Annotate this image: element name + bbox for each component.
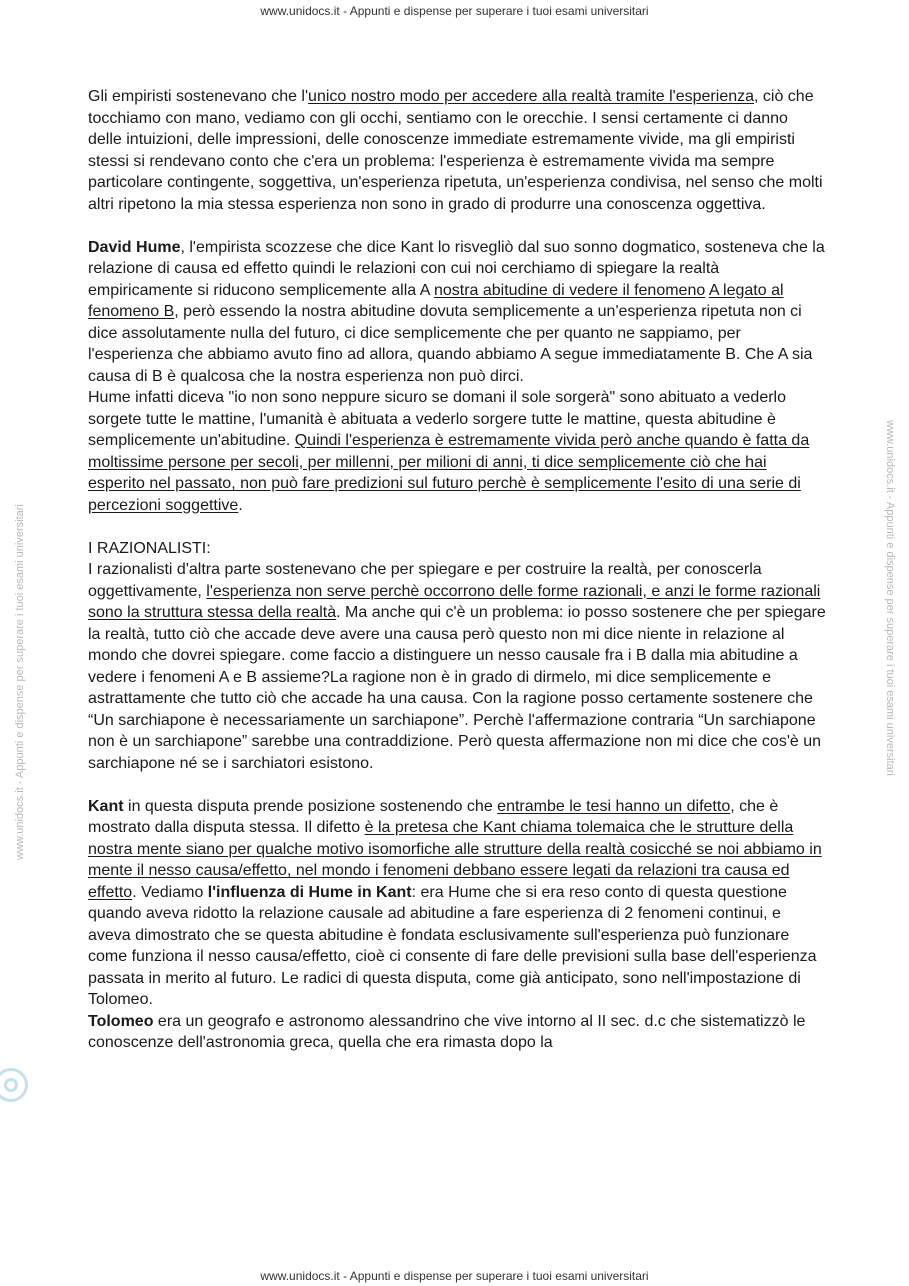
paragraph-kant: Kant in questa disputa prende posizione sostenendo che entrambe le tesi hanno un difetto, che è mostrato dalla disputa stessa. Il difetto è la pretesa che Kant chiama tolemaica che le strutture della nostra mente siano per qualche motivo isomorfiche alle strutture della realtà cosicché se noi abbiamo in mente il nesso causa/effetto, nel mondo i fenomeni debbano essere legati da relazioni tra causa ed effetto. Vediamo l'influenza di Hume in Kant: era Hume che si era reso conto di questa questione quando aveva ridotto la relazione causale ad abitudine a fare esperienza di 2 fenomeni continui, e aveva dimostrato che se questa abitudine è fondata esclusivamente sull'esperienza può funzionare come funziona il nesso causa/effetto, cioè ci consente di fare delle previsioni sulla base dell'esperienza passata in merito al futuro. Le radici di questa disputa, come già anticipato, sono nell'impostazione di Tolomeo. [88,797,822,1008]
unidocs-logo-icon [0,1068,28,1102]
paragraph-hume-sole: Hume infatti diceva "io non sono neppure sicuro se domani il sole sorgerà" sono abituato a vederlo sorgete tutte le mattine, l'umanità è abituata a vederlo sorgere tutte le mattine, questa abitudine è semplicemente un'abitudine. Quindi l'esperienza è estremamente vivida però anche quando è fatta da moltissime persone per secoli, per millenni, per milioni di anni, ti dice semplicemente ciò che hai esperito nel passato, non può fare predizioni sul futuro perchè è semplicemente l'esito di una serie di percezioni soggettive. [88,389,810,514]
paragraph-hume: David Hume, l'empirista scozzese che dice Kant lo risvegliò dal suo sonno dogmatico, sosteneva che la relazione di causa ed effetto quindi le relazioni con cui noi cerchiamo di spiegare la realtà empiricamente si riducono semplicemente alla A nostra abitudine di vedere il fenomeno A legato al fenomeno B, però essendo la nostra abitudine dovuta semplicemente a un'esperienza ripetuta non ci dice assolutamente nulla del futuro, ci dice semplicemente che per quanto ne sappiamo, per l'esperienza che abbiamo avuto fino ad allora, quando abbiamo A segue immediatamente B. Che A sia causa di B è qualcosa che la nostra esperienza non può dirci. [88,238,825,385]
heading-razionalisti: I RAZIONALISTI: [88,539,211,557]
paragraph-razionalisti: I razionalisti d'altra parte sostenevano che per spiegare e per costruire la realtà, per conoscerla oggettivamente, l'esperienza non serve perchè occorrono delle forme razionali, e anzi le forme razionali sono la struttura stessa della realtà. Ma anche qui c'è un problema: io posso sostenere che per spiegare la realtà, tutto ciò che accade deve avere una causa però questo non mi dice niente in relazione al mondo che dovrei spiegare. come faccio a distinguere un nesso causale fra i B dalla mia abitudine a vedere i fenomeni A e B assieme?La ragione non è in grado di dirmelo, mi dice semplicemente e astrattamente che tutto ciò che accade ha una causa. Con la ragione posso certamente sostenere che “Un sarchiapone è necessariamente un sarchiapone”. Perchè l'affermazione contraria “Un sarchiapone non è un sarchiapone” sarebbe una contraddizione. Però questa affermazione non mi dice che cos'è un sarchiapone né se i sarchiatori esistono. [88,561,826,772]
side-watermark-left: www.unidocs.it - Appunti e dispense per superare i tuoi esami universitari [14,504,26,860]
page-header-watermark: www.unidocs.it - Appunti e dispense per superare i tuoi esami universitari [260,4,649,18]
paragraph-empiristi: Gli empiristi sostenevano che l'unico nostro modo per accedere alla realtà tramite l'esperienza, ciò che tocchiamo con mano, vediamo con gli occhi, sentiamo con le orecchie. I sensi certamente ci danno delle intuizioni, delle impressioni, delle conoscenze immediate estremamente vivide, ma gli empiristi stessi si rendevano conto che c'era un problema: l'esperienza è estremamente vivida ma sempre particolare contingente, soggettiva, un'esperienza ripetuta, un'esperienza condivisa, nel senso che molti altri ripetono la mia stessa esperienza non sono in grado di produrre una conoscenza oggettiva. [88,88,823,213]
side-watermark-right: www.unidocs.it - Appunti e dispense per superare i tuoi esami universitari [884,420,896,776]
paragraph-tolomeo: Tolomeo era un geografo e astronomo alessandrino che vive intorno al II sec. d.c che sistematizzò le conoscenze dell'astronomia greca, quella che era rimasta dopo la [88,1012,806,1051]
document-body [88,86,826,1054]
page-footer-watermark: www.unidocs.it - Appunti e dispense per superare i tuoi esami universitari [260,1269,649,1283]
